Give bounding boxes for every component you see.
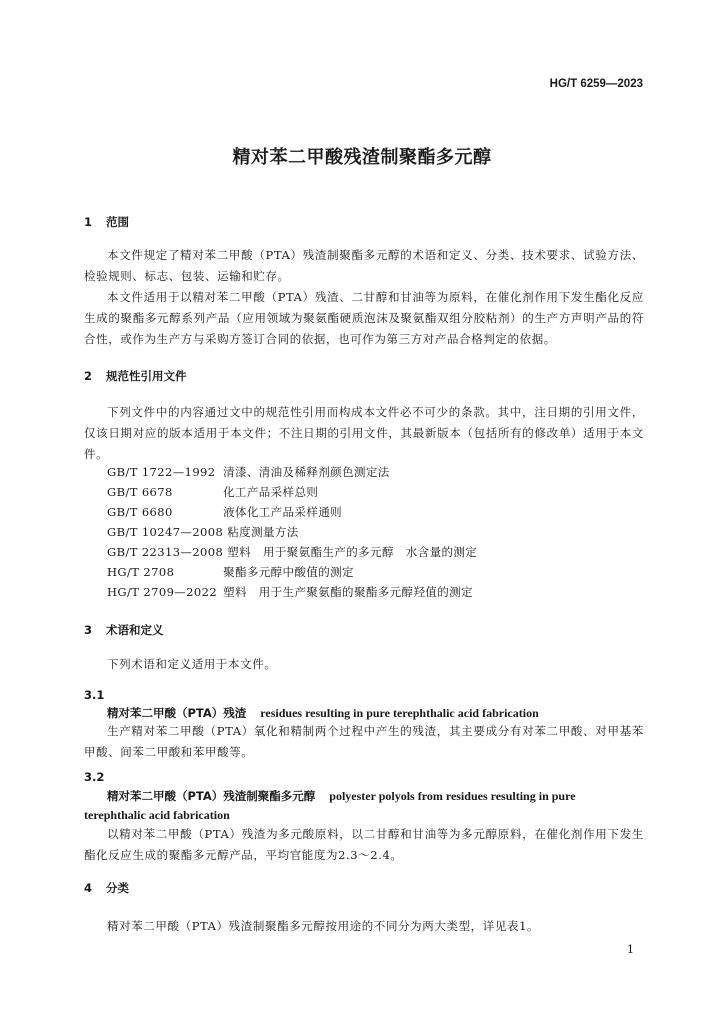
- reference-code: GB/T 22313—2008: [107, 545, 224, 559]
- reference-item: [107, 542, 477, 562]
- reference-code: GB/T 6678: [107, 485, 173, 499]
- section-title: 分类: [106, 881, 129, 895]
- section-1-heading: [84, 214, 129, 230]
- reference-code: HG/T 2708: [107, 565, 175, 579]
- section-2-paragraph-1: 下列文件中的内容通过文中的规范性引用而构成本文件必不可少的条款。其中，注日期的引用文件，仅该日期对应的版本适用于本文件；不注日期的引用文件，其最新版本（包括所有的修改单）适用于本文件。: [84, 405, 644, 461]
- term-3-2-number: 3.2: [84, 770, 105, 784]
- reference-item: [107, 582, 477, 602]
- reference-item: [107, 522, 477, 542]
- document-title: 精对苯二甲酸残渣制聚酯多元醇: [232, 147, 492, 168]
- term-3-2-definition: 以精对苯二甲酸（PTA）残渣为多元酸原料，以二甘醇和甘油等为多元醇原料，在催化剂作用下发生酯化反应生成的聚酯多元醇产品，平均官能度为2.3～2.4。: [84, 827, 644, 862]
- section-number: 4: [84, 881, 93, 895]
- term-3-2-title: [84, 787, 640, 825]
- reference-name: 清漆、清油及稀释剂颜色测定法: [223, 465, 390, 479]
- reference-code: GB/T 1722—1992: [107, 465, 216, 479]
- reference-name: 粘度测量方法: [227, 525, 299, 539]
- section-number: 3: [84, 623, 93, 637]
- section-4-paragraph-1: 精对苯二甲酸（PTA）残渣制聚酯多元醇按用途的不同分为两大类型，详见表1。: [107, 919, 540, 933]
- term-3-1-definition: 生产精对苯二甲酸（PTA）氧化和精制两个过程中产生的残渣，其主要成分有对苯二甲酸、对甲基苯甲酸、间苯二甲酸和苯甲酸等。: [84, 724, 644, 759]
- reference-item: [107, 482, 477, 502]
- term-chinese: 精对苯二甲酸（PTA）残渣: [107, 706, 247, 720]
- term-chinese: 精对苯二甲酸（PTA）残渣制聚酯多元醇: [107, 789, 316, 803]
- reference-item: [107, 462, 477, 482]
- reference-item: [107, 562, 477, 582]
- section-4-heading: [84, 880, 129, 896]
- reference-name: 液体化工产品采样通则: [223, 505, 343, 519]
- reference-name: 化工产品采样总则: [223, 485, 319, 499]
- section-1-paragraph-1: 本文件规定了精对苯二甲酸（PTA）残渣制聚酯多元醇的术语和定义、分类、技术要求、试验方法、检验规则、标志、包装、运输和贮存。: [84, 248, 644, 283]
- normative-reference-list: [107, 462, 477, 602]
- term-english: polyester polyols from residues resulting in pure terephthalic acid fabrication: [84, 789, 576, 822]
- section-3-heading: [84, 622, 164, 638]
- section-1-paragraph-2: 本文件适用于以精对苯二甲酸（PTA）残渣、二甘醇和甘油等为原料，在催化剂作用下发生酯化反应生成的聚酯多元醇系列产品（应用领域为聚氨酯硬质泡沫及聚氨酯双组分胶粘剂）的生产方声明产品的符合性，或作为生产方与采购方签订合同的依据，也可作为第三方对产品合格判定的依据。: [84, 290, 644, 346]
- reference-item: [107, 502, 477, 522]
- section-2-heading: [84, 368, 187, 384]
- section-number: 2: [84, 369, 93, 383]
- section-title: 规范性引用文件: [106, 369, 187, 383]
- section-3-paragraph-1: 下列术语和定义适用于本文件。: [107, 657, 277, 671]
- section-number: 1: [84, 215, 93, 229]
- reference-code: GB/T 10247—2008: [107, 525, 224, 539]
- reference-code: HG/T 2709—2022: [107, 585, 218, 599]
- reference-code: GB/T 6680: [107, 505, 173, 519]
- reference-name: 塑料 用于聚氨酯生产的多元醇 水含量的测定: [227, 545, 478, 559]
- standard-code: HG/T 6259—2023: [549, 78, 643, 90]
- page-number: 1: [627, 943, 634, 956]
- reference-name: 塑料 用于生产聚氨酯的聚酯多元醇羟值的测定: [223, 585, 473, 599]
- term-english: residues resulting in pure terephthalic acid fabrication: [260, 706, 539, 720]
- section-title: 术语和定义: [106, 623, 164, 637]
- term-3-1-number: 3.1: [84, 688, 105, 702]
- section-title: 范围: [106, 215, 129, 229]
- reference-name: 聚酯多元醇中酸值的测定: [223, 565, 354, 579]
